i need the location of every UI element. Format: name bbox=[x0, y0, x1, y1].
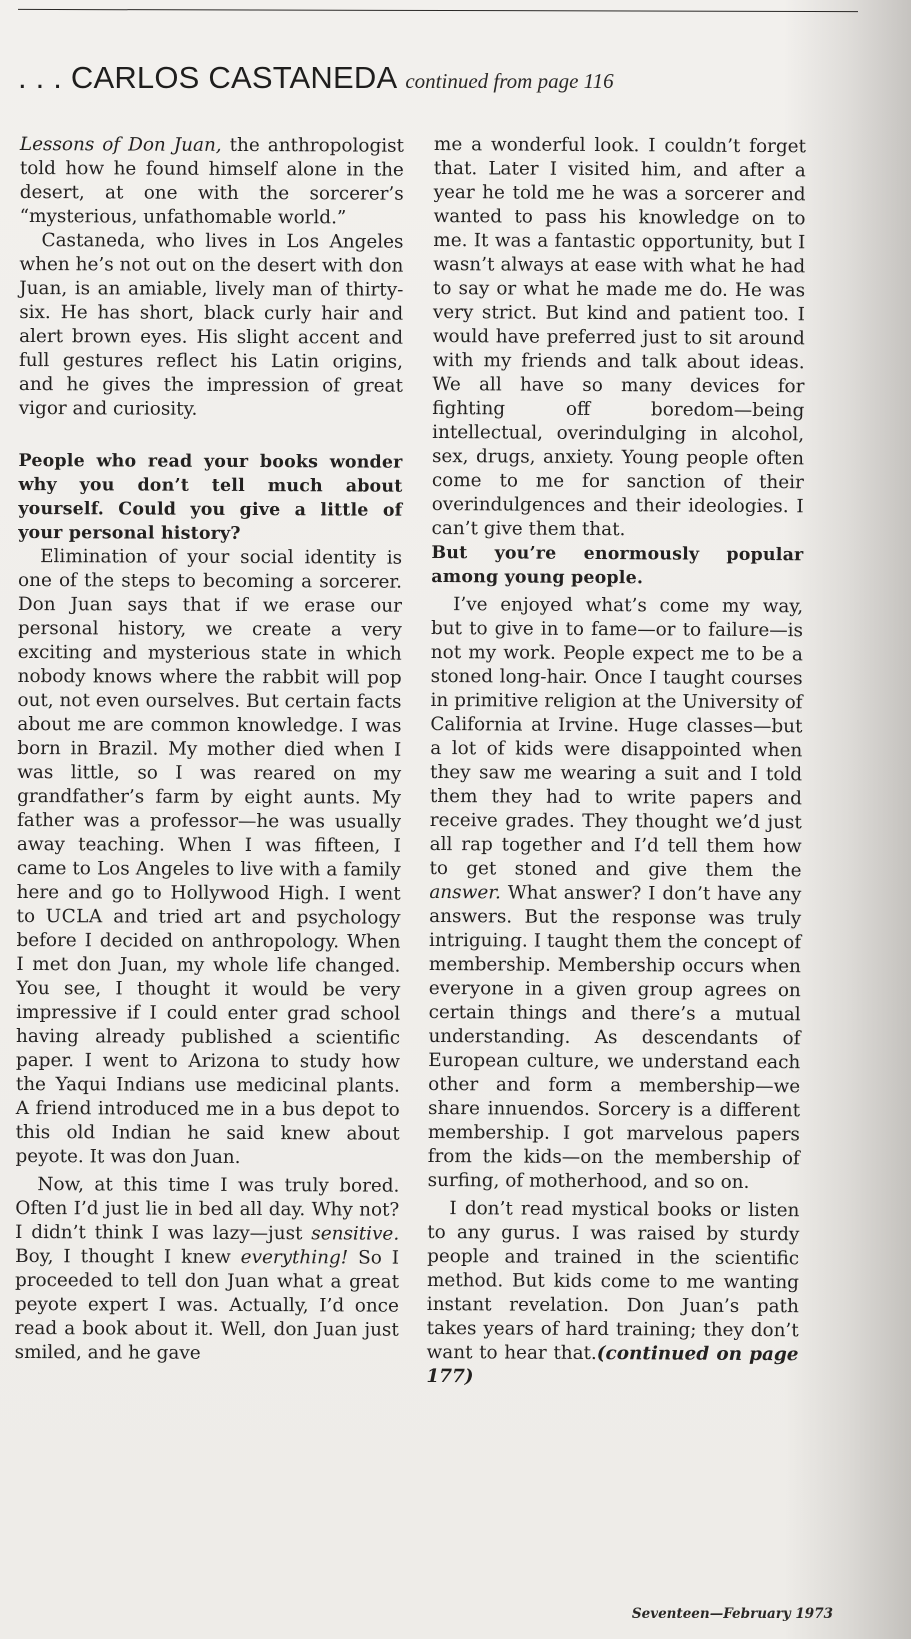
continued-on-note: (continued on page 177) bbox=[426, 1343, 799, 1388]
book-title: Lessons of Don Juan, bbox=[19, 133, 222, 156]
interview-question: But you’re enormously popular among young people. bbox=[431, 542, 804, 589]
article-headline bbox=[18, 60, 614, 96]
interview-question: People who read your books wonder why you don’t tell much about yourself. Could you give a little of your personal history? bbox=[18, 450, 403, 544]
answer-paragraph: I’ve enjoyed what’s come my way, but to give in to fame—or to failure—is not my work. People expect me to be a stoned long-hair. Once I taught courses in primitive religion at the University of California at Irvine. Huge classes—but a lot of kids were disappointed when they saw me wearing a suit and I told them they had to write papers and receive grades. They thought we’d just all rap together and I’d tell them how to get stoned and give them the answer. What answer? I don’t have any answers. But the response was truly intriguing. I taught them the concept of membership. Membership occurs when everyone in a given group agrees on certain things and there’s a mutual understanding. As descendants of European culture, we understand each other and form a membership—we share innuendos. Sorcery is a different membership. I got marvelous papers from the kids—on the membership of surfing, of motherhood, and so on. bbox=[427, 594, 804, 1193]
issue-footer: Seventeen—February 1973 bbox=[631, 1606, 833, 1622]
headline-kicker: . . . CARLOS CASTANEDA bbox=[18, 60, 398, 95]
continued-from-note: continued from page 116 bbox=[405, 69, 614, 93]
left-column bbox=[15, 133, 404, 1367]
answer-paragraph: Elimination of your social identity is one of the steps to becoming a sorcerer. Don Juan says that if we erase our personal history, we create a very exciting and mysterious state in which nobody knows where the rabbit will pop out, not even ourselves. But certain facts about me are common knowledge. I was born in Brazil. My mother died when I was little, so I was reared on my grandfather’s farm by eight aunts. My father was a professor—he was usually away teaching. When I was fifteen, I came to Los Angeles to live with a family here and go to Hollywood High. I went to UCLA and tried art and psychology before I decided on anthropology. When I met don Juan, my whole life changed. You see, I thought it would be very impressive if I could enter grad school having already published a scientific paper. I went to Arizona to study how the Yaqui Indians use medicinal plants. A friend introduced me in a bus depot to this old Indian he said knew about peyote. It was don Juan. bbox=[15, 546, 403, 1168]
intro-paragraph: Lessons of Don Juan, the anthropologist told how he found himself alone in the desert, at one with the sorcerer’s “mysterious, unfathomable world.” bbox=[19, 133, 405, 229]
answer-paragraph: Now, at this time I was truly bored. Often I’d just lie in bed all day. Why not? I didn’t think I was lazy—just sensitive. Boy, I thought I knew everything! So I proceeded to tell don Juan what a great peyote expert I was. Actually, I’d once read a book about it. Well, don Juan just smiled, and he gave bbox=[14, 1174, 400, 1364]
right-column bbox=[426, 133, 806, 1391]
description-paragraph: Castaneda, who lives in Los Angeles when he’s not out on the desert with don Juan, is an amiable, lively man of thirty-six. He has short, black curly hair and alert brown eyes. His slight accent and full gestures reflect his Latin origins, and he gives the impression of great vigor and curiosity. bbox=[18, 230, 404, 420]
top-rule bbox=[18, 9, 858, 12]
answer-paragraph: me a wonderful look. I couldn’t forget that. Later I visited him, and after a year he told me he was a sorcerer and wanted to pass his knowledge on to me. It was a fantastic opportunity, but I wasn’t always at ease with what he had to say or what he made me do. He was very strict. But kind and patient too. I would have preferred just to sit around with my friends and talk about ideas. We all have so many devices for fighting off boredom—being intellectual, overindulging in alcohol, sex, drugs, anxiety. Young people often come to me for sanction of their overindulgences and their ideologies. I can’t give them that. bbox=[431, 133, 806, 541]
ucla-abbrev: UCLA bbox=[45, 906, 103, 928]
answer-paragraph: I don’t read mystical books or listen to any gurus. I was raised by sturdy people and trained in the scientific method. But kids come to me wanting instant revelation. Don Juan’s path takes years of hard training; they don’t want to hear that.(continued on page 177) bbox=[426, 1198, 800, 1388]
